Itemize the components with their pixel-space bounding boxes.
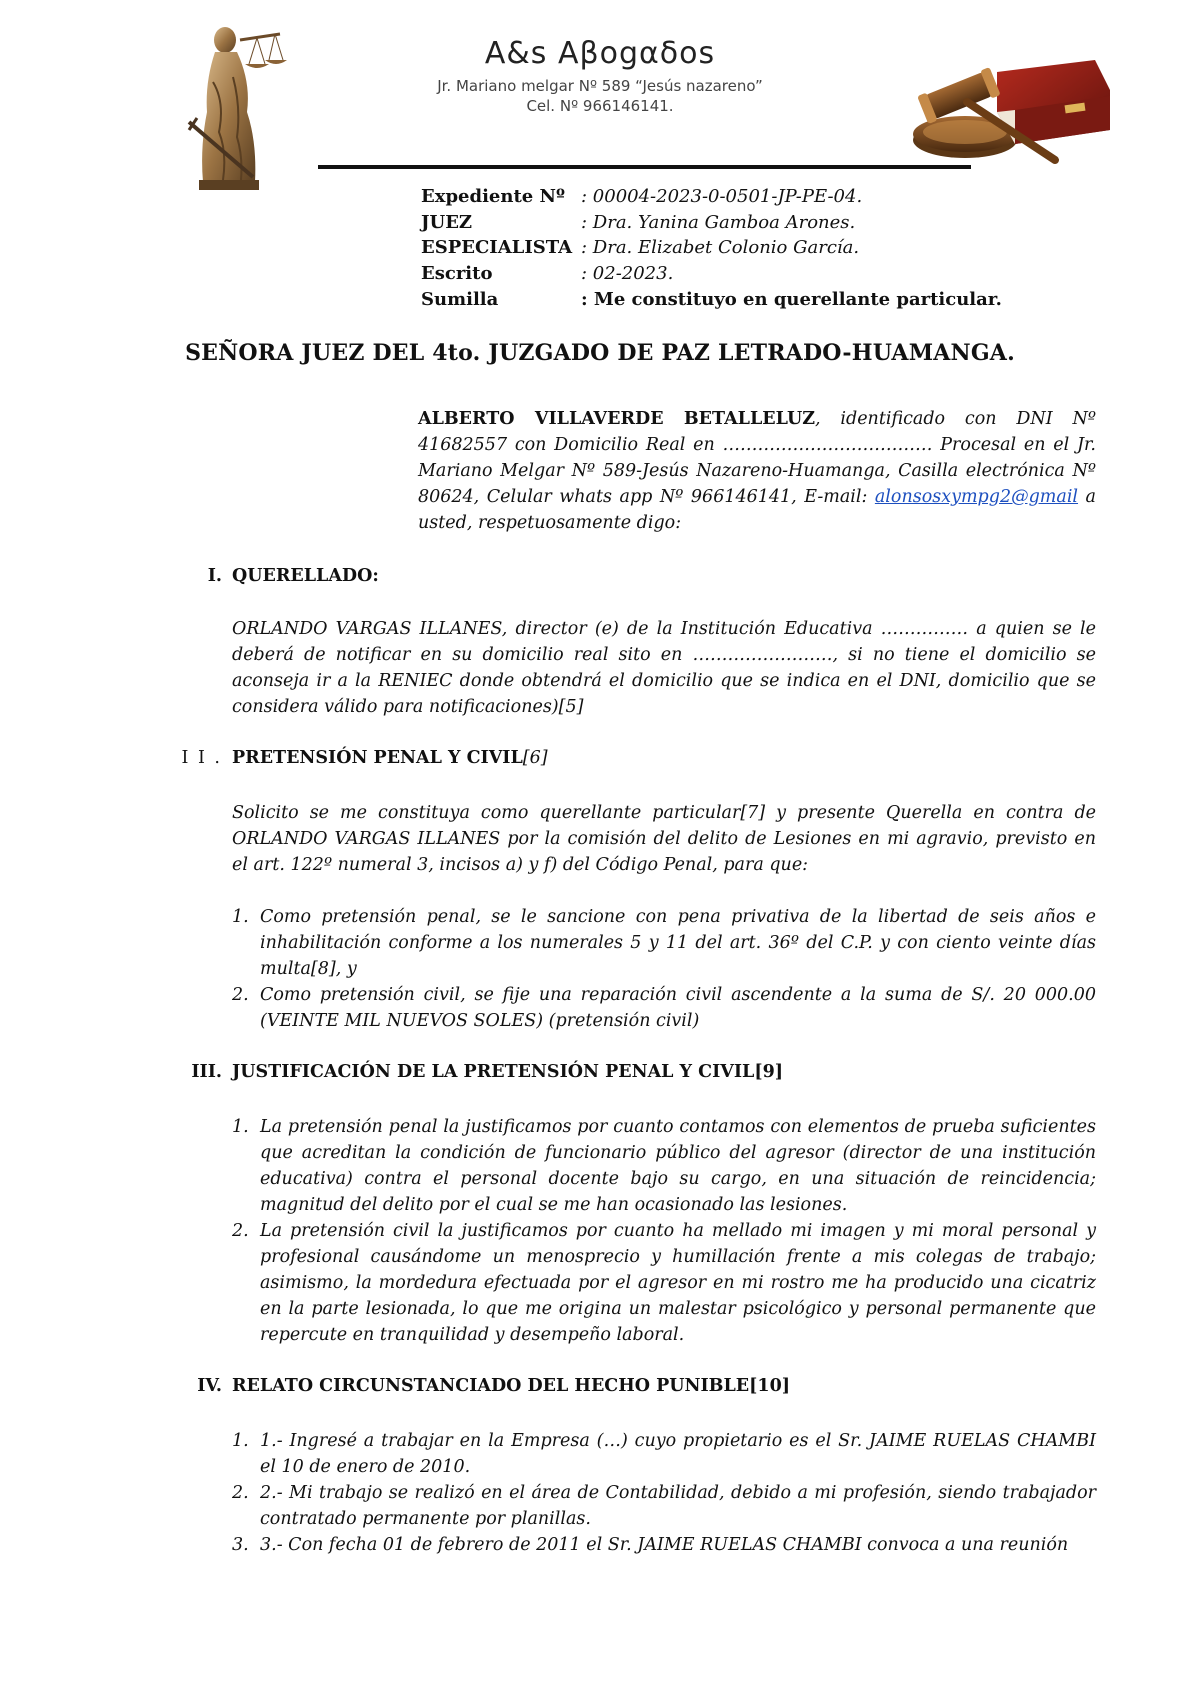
section-heading-querellado [207,566,379,586]
section-heading-pretension [181,748,548,768]
querellado-paragraph: ORLANDO VARGAS ILLANES, director (e) de la Institución Educativa …………… a quien se le deberá de notificar en su domicilio real sito en ……………………, si no tiene el domicilio se aconseja ir a la RENIEC donde obtendrá el domicilio que se indica en el DNI, domicilio que se considera válido para notificaciones)[5] [232,619,1096,717]
list-text: 2.- Mi trabajo se realizó en el área de Contabilidad, debido a mi profesión, siendo trabajador contratado permanente por planillas. [260,1483,1096,1529]
intro-paragraph [418,406,1096,536]
section-heading-relato [197,1376,791,1396]
section-footnote: [6] [522,748,548,768]
header-divider [318,165,971,169]
case-info-label: Expediente Nº [421,186,565,207]
case-info-value: : Dra. Yanina Gamboa Arones. [581,211,856,233]
list-item [232,1114,1096,1218]
list-text: La pretensión civil la justificamos por cuanto ha mellado mi imagen y mi moral personal y profesional causándome un menosprecio y humillación frente a mis colegas de trabajo; asimismo, la mordedura efectuada por el agresor en mi rostro me ha producido una cicatriz en la parte lesionada, lo que me origina un malestar psicológico y personal permanente que repercute en tranquilidad y desempeño laboral. [260,1221,1096,1345]
case-info-label: ESPECIALISTA [421,237,573,259]
list-item [232,1532,1096,1558]
list-number: 2. [232,985,249,1005]
firm-address: Jr. Mariano melgar Nº 589 “Jesús nazareno” [437,77,763,95]
case-info-label: JUEZ [421,211,473,233]
list-number: 1. [232,907,249,927]
firm-header [0,36,1200,115]
firm-phone: Cel. Nº 966146141. [526,97,674,115]
list-text: La pretensión penal la justificamos por cuanto contamos con elementos de prueba suficientes que acreditan la condición de funcionario público del agresor (director de una institución educativa) contra el personal docente bajo su cargo, en una situación de reincidencia; magnitud del delito por el cual se me han ocasionado las lesiones. [260,1117,1096,1215]
pretension-list [232,904,1096,1034]
section-number: I I . [181,748,222,768]
case-info-value: : Dra. Elizabet Colonio García. [581,237,860,259]
list-item [232,982,1096,1034]
case-info-value: : Me constituyo en querellante particular. [581,288,1002,310]
case-info [421,184,1002,313]
relato-list [232,1428,1096,1558]
case-info-row [421,210,1002,236]
list-number: 1. [232,1117,249,1137]
list-text: 1.- Ingresé a trabajar en la Empresa (…) cuyo propietario es el Sr. JAIME RUELAS CHAMBI el 10 de enero de 2010. [260,1431,1096,1477]
section-title: RELATO CIRCUNSTANCIADO DEL HECHO PUNIBLE[10] [232,1376,791,1396]
list-item [232,1218,1096,1348]
section-number: III. [191,1062,222,1082]
section-title: JUSTIFICACIÓN DE LA PRETENSIÓN PENAL Y CIVIL[9] [232,1062,784,1082]
list-number: 3. [232,1535,249,1555]
section-heading-justificacion [191,1062,784,1082]
document-title: SEÑORA JUEZ DEL 4to. JUZGADO DE PAZ LETRADO-HUAMANGA. [185,340,1015,366]
case-info-value: : 02-2023. [581,263,674,285]
section-title: PRETENSIÓN PENAL Y CIVIL [232,748,523,768]
case-info-label: Escrito [421,263,493,285]
section-number: I. [207,566,222,586]
list-number: 1. [232,1431,249,1451]
intro-text: , identificado con DNI Nº 41682557 con Domicilio Real en ……………………………… Procesal en el Jr. Mariano Melgar Nº 589-Jesús Nazareno-Huamanga, Casilla electrónica Nº 80624, Celular whats app Nº 966146141, E-mail: [418,409,1096,507]
firm-name: A&s Aβogαδos [484,36,716,71]
email-link[interactable]: alonsosxympg2@gmail [874,487,1079,507]
section-number: IV. [197,1376,222,1396]
petitioner-name: ALBERTO VILLAVERDE BETALLELUZ [418,409,815,429]
case-info-row [421,261,1002,287]
list-item [232,1480,1096,1532]
pretension-paragraph: Solicito se me constituya como querellante particular[7] y presente Querella en contra de ORLANDO VARGAS ILLANES por la comisión del delito de Lesiones en mi agravio, previsto en el art. 122º numeral 3, incisos a) y f) del Código Penal, para que: [232,803,1096,875]
list-text: Como pretensión civil, se fije una reparación civil ascendente a la suma de S/. 20 000.00 (VEINTE MIL NUEVOS SOLES) (pretensión civil) [260,985,1096,1031]
case-info-value: : 00004-2023-0-0501-JP-PE-04. [581,186,863,207]
case-info-row [421,184,1002,210]
intro-closing: a usted, respetuosamente digo: [418,487,1096,533]
list-text: Como pretensión penal, se le sancione con pena privativa de la libertad de seis años e inhabilitación conforme a los numerales 5 y 11 del art. 36º del C.P. y con ciento veinte días multa[8], y [260,907,1096,979]
case-info-row [421,235,1002,261]
list-text: 3.- Con fecha 01 de febrero de 2011 el Sr. JAIME RUELAS CHAMBI convoca a una reunión [260,1535,1069,1555]
list-item [232,1428,1096,1480]
case-info-label: Sumilla [421,288,499,310]
list-number: 2. [232,1483,249,1503]
list-number: 2. [232,1221,249,1241]
section-title: QUERELLADO: [232,566,379,586]
justificacion-list [232,1114,1096,1348]
case-info-row [421,287,1002,313]
list-item [232,904,1096,982]
